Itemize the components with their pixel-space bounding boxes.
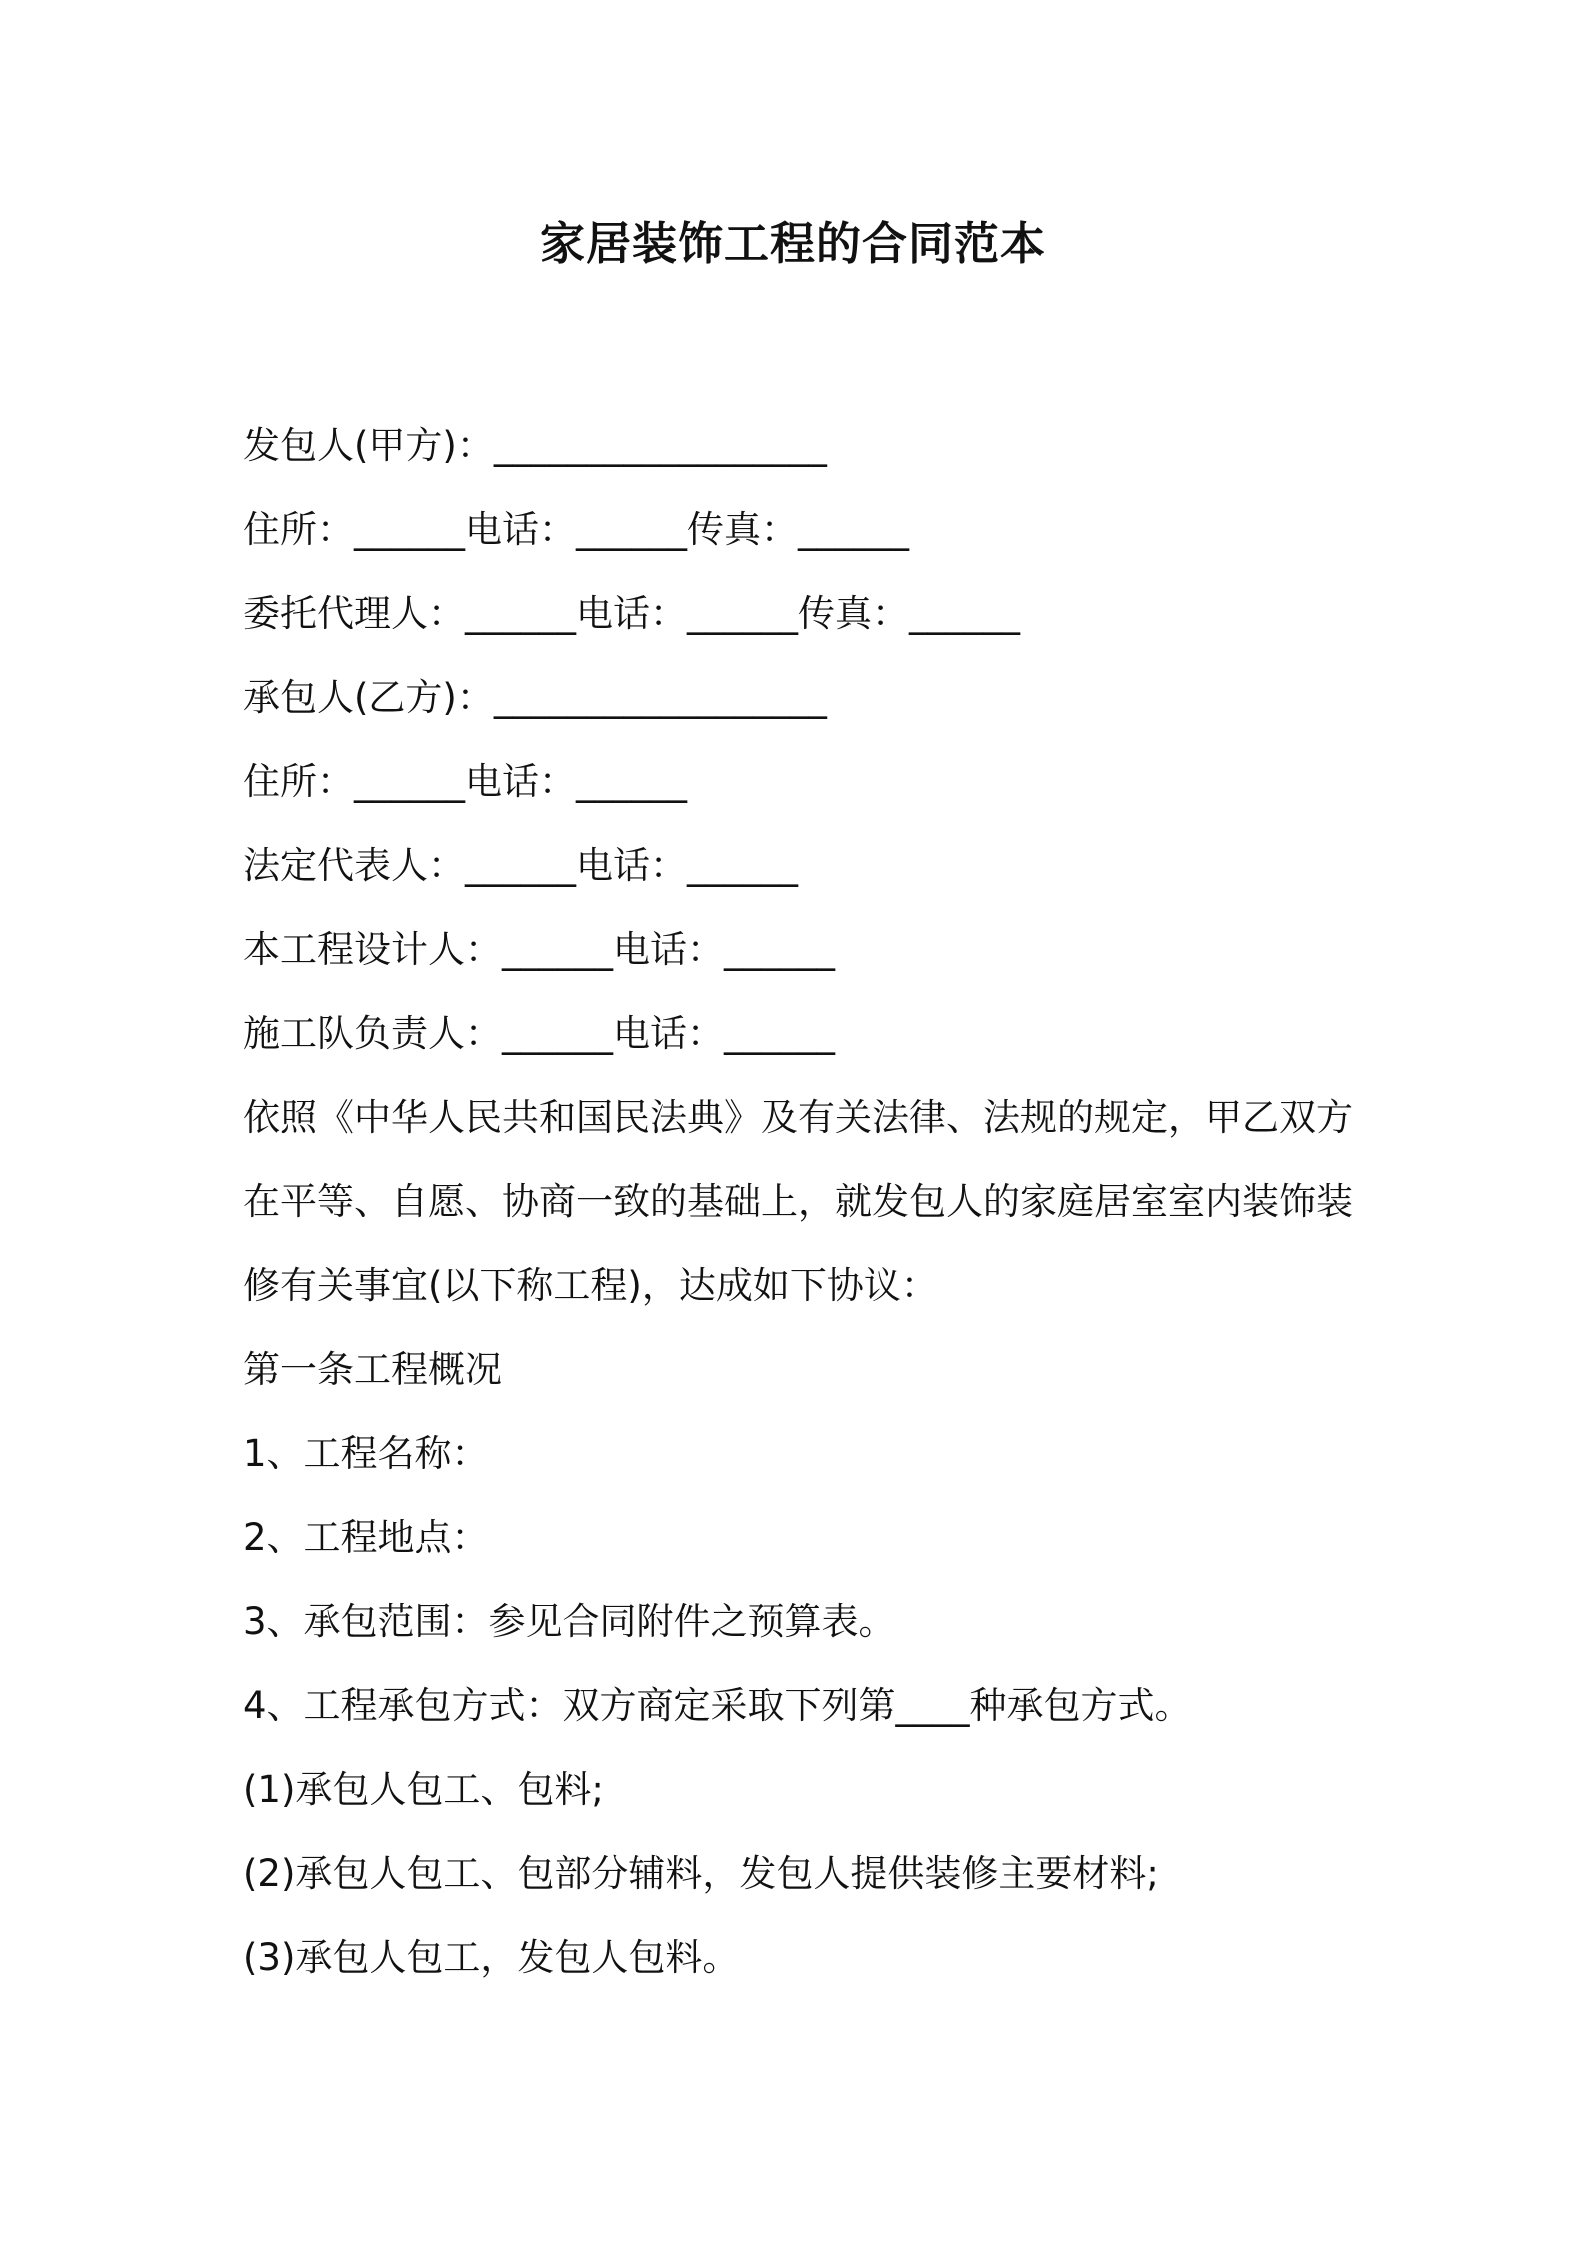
designer-line: 本工程设计人：______电话：______ [243,928,835,971]
method-option-3: (3)承包人包工，发包人包料。 [243,1936,740,1979]
party-b-line: 承包人(乙方)：__________________ [243,676,827,719]
method-option-2: (2)承包人包工、包部分辅料，发包人提供装修主要材料; [243,1852,1159,1895]
preamble-line-2: 在平等、自愿、协商一致的基础上，就发包人的家庭居室室内装饰装 [243,1180,1353,1223]
legal-representative-line: 法定代表人：______电话：______ [243,844,798,887]
method-option-1: (1)承包人包工、包料; [243,1768,604,1811]
construction-lead-line: 施工队负责人：______电话：______ [243,1012,835,1055]
contract-method-line: 4、工程承包方式：双方商定采取下列第____种承包方式。 [243,1684,1192,1727]
party-a-agent-line: 委托代理人：______电话：______传真：______ [243,592,1020,635]
preamble-line-3: 修有关事宜(以下称工程)，达成如下协议： [243,1264,938,1307]
contract-scope-line: 3、承包范围：参见合同附件之预算表。 [243,1600,896,1643]
document-body [243,404,1363,2000]
document-title: 家居装饰工程的合同范本 [539,217,1046,270]
party-a-address-line: 住所：______电话：______传真：______ [243,508,909,551]
party-a-line: 发包人(甲方)：__________________ [243,424,827,467]
project-location-line: 2、工程地点： [243,1516,489,1559]
project-name-line: 1、工程名称： [243,1432,489,1475]
party-b-address-line: 住所：______电话：______ [243,760,687,803]
preamble-line-1: 依照《中华人民共和国民法典》及有关法律、法规的规定，甲乙双方 [243,1096,1353,1139]
article-heading: 第一条工程概况 [243,1348,502,1391]
